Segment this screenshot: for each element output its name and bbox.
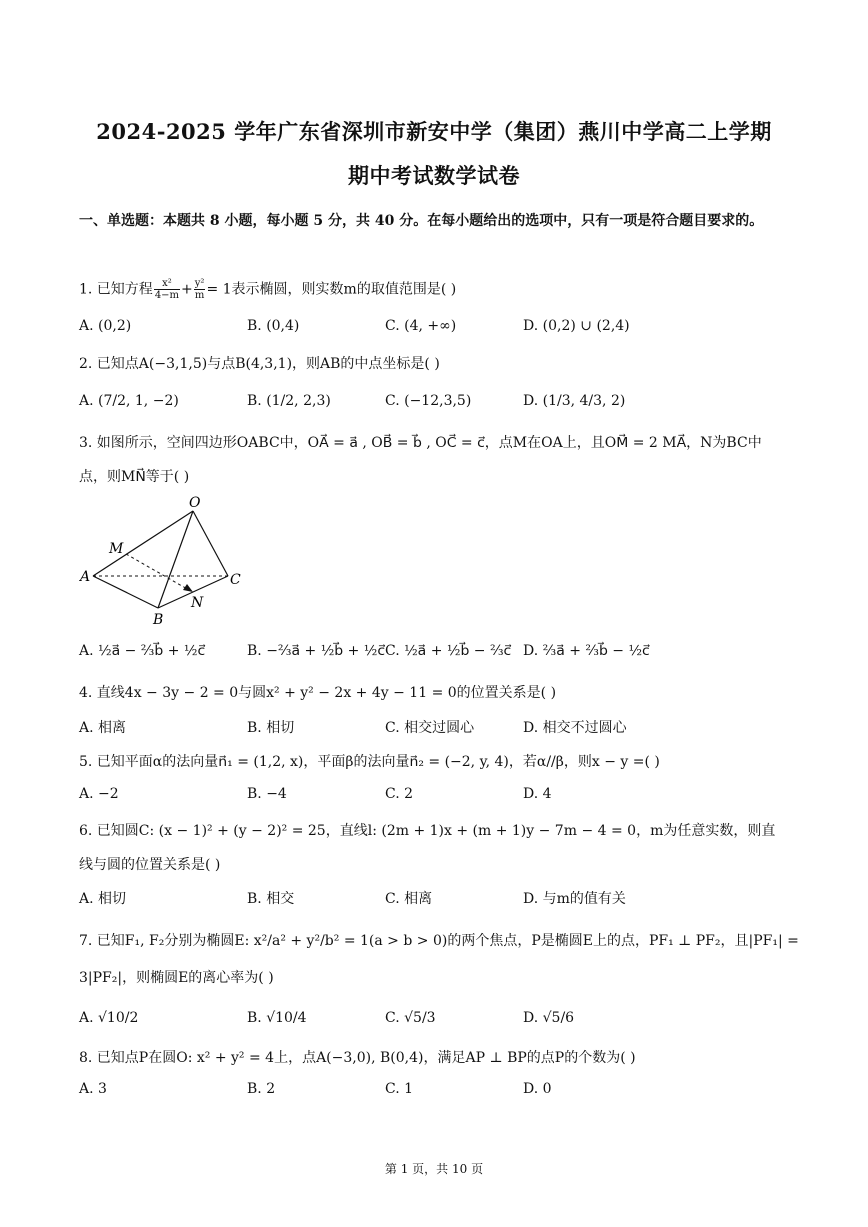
option-c: C. (−12,3,5) [385,393,472,409]
question-5-options [79,786,779,808]
question-8-stem: 8. 已知点P在圆O: x² + y² = 4上，点A(−3,0), B(0,4)，满足AP ⊥ BP的点P的个数为( ) [79,1050,636,1066]
page-footer: 第 1 页，共 10 页 [384,1162,484,1176]
vector-mn-arrowhead [183,584,193,592]
question-4-stem: 4. 直线4x − 3y − 2 = 0与圆x² + y² − 2x + 4y − 11 = 0的位置关系是( ) [79,685,557,701]
option-b: B. 2 [247,1081,276,1097]
option-c: C. 2 [385,786,414,802]
vector-mn [126,554,189,590]
option-d: D. √5/6 [523,1010,575,1026]
edge-ob [158,511,193,608]
option-b: B. (1/2, 2,3) [247,393,331,409]
label-n: N [191,595,204,611]
question-2-stem: 2. 已知点A(−3,1,5)与点B(4,3,1)，则AB的中点坐标是( ) [79,356,440,372]
option-d: D. 4 [523,786,552,802]
option-b: B. √10/4 [247,1010,307,1026]
option-a: A. 相离 [79,720,127,736]
tetrahedron-figure [79,493,259,628]
option-d: D. ⅔a⃗ + ⅔b⃗ − ½c⃗ [523,643,650,659]
edge-oa [93,511,193,576]
option-b: B. −⅔a⃗ + ½b⃗ + ½c⃗ [247,643,386,659]
label-c: C [230,572,241,588]
option-a: A. −2 [79,786,119,802]
section-header: 一、单选题：本题共 8 小题，每小题 5 分，共 40 分。在每小题给出的选项中，只有一项是符合题目要求的。 [79,213,764,229]
question-7-options [79,1010,779,1032]
question-1-frac1: $\frac{\text{x²}}{4-m}$ [154,278,180,301]
question-7-stem-line2: 3|PF₂|，则椭圆E的离心率为( ) [79,970,274,986]
option-a: A. 3 [79,1081,107,1097]
question-1-stem: 1. 已知方程 $\frac{\text{x²}}{4-m}$ + $\frac{\text{y²}}{m}$ = 1表示椭圆，则实数m的取值范围是( ) [79,278,457,301]
option-d: D. 与m的值有关 [523,891,626,907]
option-a: A. (0,2) [79,318,132,334]
option-b: B. −4 [247,786,287,802]
question-1-frac2: $\frac{\text{y²}}{m}$ [194,278,205,301]
option-d: D. 相交不过圆心 [523,720,627,736]
question-6-stem-line2: 线与圆的位置关系是( ) [79,857,221,873]
option-c: C. 相离 [385,891,433,907]
question-6-stem-line1: 6. 已知圆C: (x − 1)² + (y − 2)² = 25，直线l: (2m + 1)x + (m + 1)y − 7m − 4 = 0，m为任意实数，则直 [79,823,776,839]
option-c: C. 1 [385,1081,414,1097]
option-b: B. (0,4) [247,318,300,334]
edge-ab [93,576,158,608]
option-d: D. (0,2) ∪ (2,4) [523,318,630,334]
option-a: A. (7/2, 1, −2) [79,393,179,409]
option-d: D. (1/3, 4/3, 2) [523,393,626,409]
option-c: C. (4, +∞) [385,318,457,334]
label-m: M [109,541,124,557]
option-a: A. ½a⃗ − ⅔b⃗ + ½c⃗ [79,643,206,659]
question-7-stem-line1: 7. 已知F₁, F₂分别为椭圆E: x²/a² + y²/b² = 1(a > b > 0)的两个焦点，P是椭圆E上的点，PF₁ ⊥ PF₂，且|PF₁| = [79,933,799,949]
option-c: C. ½a⃗ + ½b⃗ − ⅔c⃗ [385,643,512,659]
question-3-stem-line1: 3. 如图所示，空间四边形OABC中，OA⃗ = a⃗ , OB⃗ = b⃗ , OC⃗ = c⃗，点M在OA上，且OM⃗ = 2 MA⃗，N为BC中 [79,435,762,451]
option-c: C. 相交过圆心 [385,720,475,736]
question-1-prefix: 1. 已知方程 [79,281,153,298]
page-title-line1: 2024-2025 学年广东省深圳市新安中学（集团）燕川中学高二上学期 [96,119,772,144]
label-a: A [80,569,91,585]
page-title-line2: 期中考试数学试卷 [348,163,520,188]
question-5-stem: 5. 已知平面α的法向量n⃗₁ = (1,2, x)，平面β的法向量n⃗₂ = (−2, y, 4)，若α//β，则x − y =( ) [79,754,660,770]
question-1-suffix: = 1表示椭圆，则实数m的取值范围是( ) [206,281,457,298]
question-8-options [79,1081,779,1103]
edge-oc [193,511,228,576]
label-o: O [189,495,201,511]
option-b: B. 相切 [247,720,295,736]
question-1-options [79,318,779,340]
question-6-options [79,888,779,910]
question-2-options [79,393,779,415]
label-b: B [153,612,164,628]
option-c: C. √5/3 [385,1010,436,1026]
option-b: B. 相交 [247,891,295,907]
question-3-options [79,643,779,665]
question-3-stem-line2: 点，则MN⃗等于( ) [79,469,190,485]
option-d: D. 0 [523,1081,552,1097]
option-a: A. 相切 [79,891,127,907]
question-4-options [79,717,779,739]
option-a: A. √10/2 [79,1010,139,1026]
